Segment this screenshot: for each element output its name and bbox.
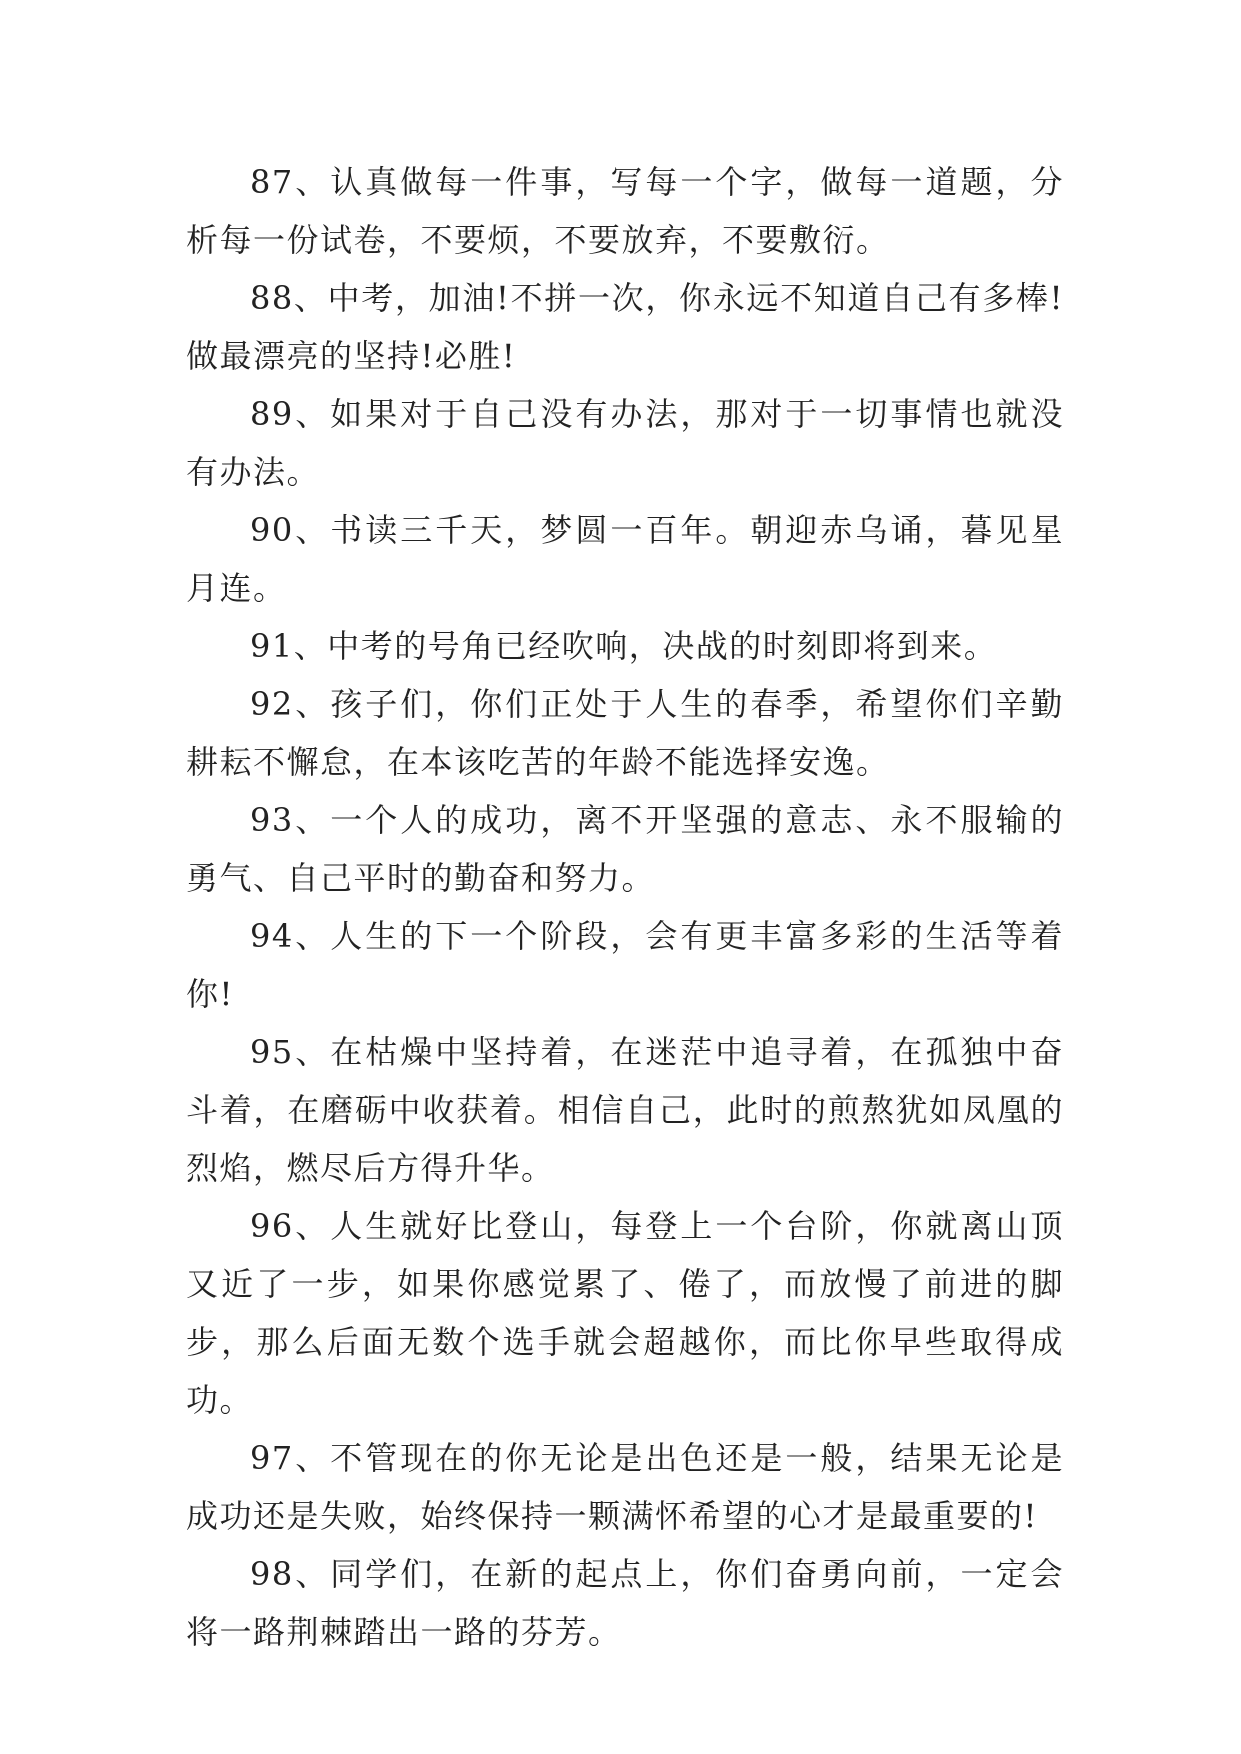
paragraph-90: 90、书读三千天，梦圆一百年。朝迎赤乌诵，暮见星月连。 [186, 511, 1064, 607]
paragraph-98: 98、同学们，在新的起点上，你们奋勇向前，一定会将一路荆棘踏出一路的芬芳。 [186, 1555, 1064, 1651]
paragraph-95: 95、在枯燥中坚持着，在迷茫中追寻着，在孤独中奋斗着，在磨砺中收获着。相信自己，此时的煎熬犹如凤凰的烈焰，燃尽后方得升华。 [186, 1033, 1064, 1187]
paragraph-88: 88、中考，加油!不拼一次，你永远不知道自己有多棒!做最漂亮的坚持!必胜! [186, 279, 1064, 375]
paragraph-92: 92、孩子们，你们正处于人生的春季，希望你们辛勤耕耘不懈怠，在本该吃苦的年龄不能选择安逸。 [186, 685, 1064, 781]
paragraph-89: 89、如果对于自己没有办法，那对于一切事情也就没有办法。 [186, 395, 1064, 491]
document-body [186, 153, 1064, 1661]
paragraph-87: 87、认真做每一件事，写每一个字，做每一道题，分析每一份试卷，不要烦，不要放弃，不要敷衍。 [186, 163, 1064, 259]
paragraph-94: 94、人生的下一个阶段，会有更丰富多彩的生活等着你! [186, 917, 1064, 1013]
paragraph-96: 96、人生就好比登山，每登上一个台阶，你就离山顶又近了一步，如果你感觉累了、倦了，而放慢了前进的脚步，那么后面无数个选手就会超越你，而比你早些取得成功。 [186, 1207, 1064, 1419]
paragraph-97: 97、不管现在的你无论是出色还是一般，结果无论是成功还是失败，始终保持一颗满怀希望的心才是最重要的! [186, 1439, 1064, 1535]
paragraph-93: 93、一个人的成功，离不开坚强的意志、永不服输的勇气、自己平时的勤奋和努力。 [186, 801, 1064, 897]
paragraph-91: 91、中考的号角已经吹响，决战的时刻即将到来。 [250, 627, 998, 665]
